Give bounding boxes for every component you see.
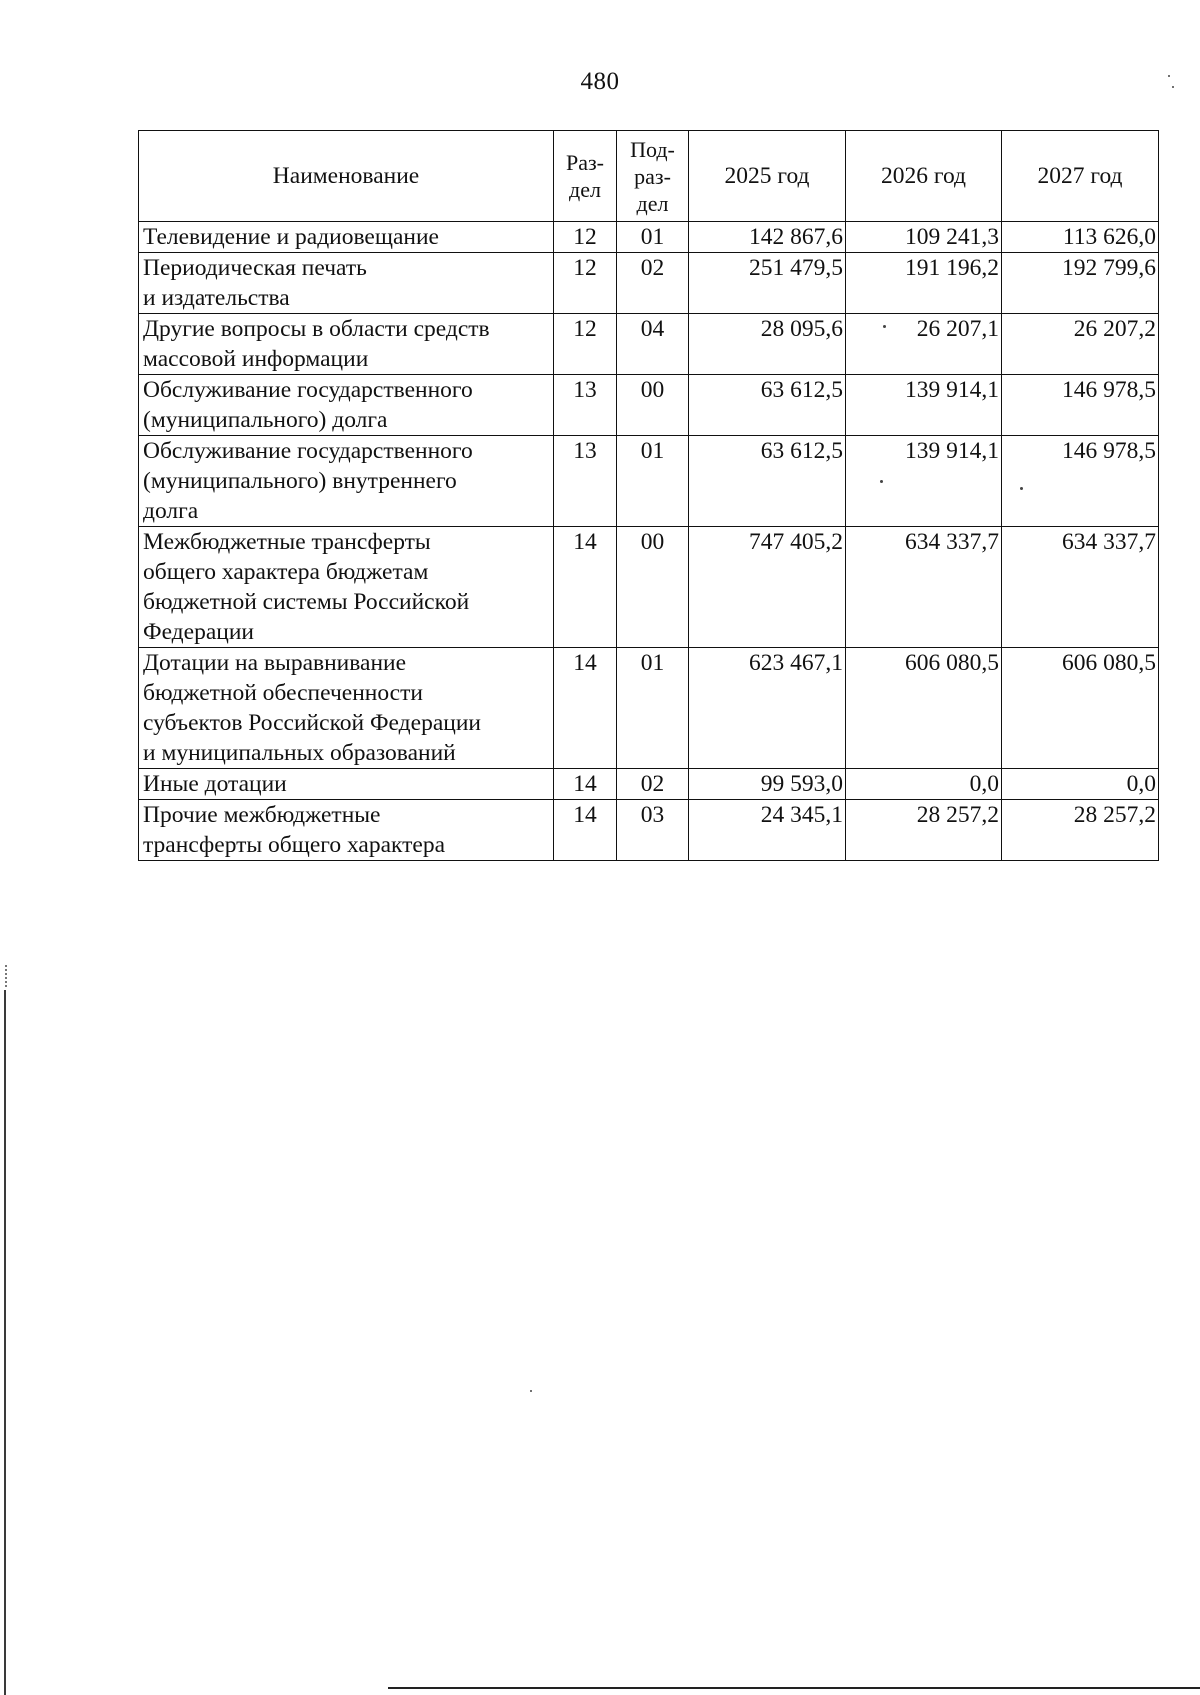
row-subsection: 02 (617, 253, 689, 314)
row-section: 14 (554, 769, 617, 800)
row-subsection: 00 (617, 375, 689, 436)
row-section: 14 (554, 527, 617, 648)
scan-speck (880, 480, 883, 483)
row-name: Другие вопросы в области средств массовой информации (139, 314, 554, 375)
table-row (139, 769, 1159, 800)
row-value-2026: 26 207,1 (846, 314, 1002, 375)
row-name: Телевидение и радиовещание (139, 222, 554, 253)
row-value-2027: 146 978,5 (1002, 436, 1159, 527)
row-value-2026: 606 080,5 (846, 648, 1002, 769)
row-value-2025: 99 593,0 (689, 769, 846, 800)
row-name: Прочие межбюджетные трансферты общего характера (139, 800, 554, 861)
header-2027: 2027 год (1002, 131, 1159, 222)
row-name: Межбюджетные трансферты общего характера бюджетам бюджетной системы Российской Федерации (139, 527, 554, 648)
row-value-2027: 28 257,2 (1002, 800, 1159, 861)
row-value-2025: 63 612,5 (689, 375, 846, 436)
row-section: 14 (554, 648, 617, 769)
row-value-2025: 251 479,5 (689, 253, 846, 314)
row-subsection: 01 (617, 436, 689, 527)
scan-speck (883, 325, 886, 328)
row-subsection: 00 (617, 527, 689, 648)
row-value-2025: 142 867,6 (689, 222, 846, 253)
row-section: 14 (554, 800, 617, 861)
scan-speck (1172, 86, 1174, 88)
row-section: 13 (554, 436, 617, 527)
scan-dotted-mark (5, 965, 8, 987)
row-value-2027: 146 978,5 (1002, 375, 1159, 436)
table-row (139, 648, 1159, 769)
row-value-2026: 191 196,2 (846, 253, 1002, 314)
row-value-2026: 109 241,3 (846, 222, 1002, 253)
row-name: Иные дотации (139, 769, 554, 800)
row-value-2027: 192 799,6 (1002, 253, 1159, 314)
row-value-2026: 634 337,7 (846, 527, 1002, 648)
row-name: Дотации на выравнивание бюджетной обеспеченности субъектов Российской Федерации и муниципальных образований (139, 648, 554, 769)
scan-left-edge-line (4, 990, 6, 1695)
header-2026: 2026 год (846, 131, 1002, 222)
row-name: Обслуживание государственного (муниципального) внутреннего долга (139, 436, 554, 527)
row-value-2025: 24 345,1 (689, 800, 846, 861)
row-section: 13 (554, 375, 617, 436)
row-value-2026: 139 914,1 (846, 375, 1002, 436)
scan-speck (1168, 75, 1170, 77)
row-subsection: 03 (617, 800, 689, 861)
row-value-2025: 28 095,6 (689, 314, 846, 375)
row-name: Периодическая печать и издательства (139, 253, 554, 314)
table-row (139, 436, 1159, 527)
budget-table (138, 130, 1159, 861)
row-value-2027: 0,0 (1002, 769, 1159, 800)
row-section: 12 (554, 314, 617, 375)
row-value-2027: 606 080,5 (1002, 648, 1159, 769)
header-section: Раз- дел (554, 131, 617, 222)
row-value-2026: 0,0 (846, 769, 1002, 800)
table-row (139, 222, 1159, 253)
scan-bottom-edge-line (388, 1687, 1200, 1689)
row-value-2027: 634 337,7 (1002, 527, 1159, 648)
row-value-2027: 113 626,0 (1002, 222, 1159, 253)
row-subsection: 04 (617, 314, 689, 375)
row-value-2025: 63 612,5 (689, 436, 846, 527)
row-section: 12 (554, 222, 617, 253)
header-name: Наименование (139, 131, 554, 222)
row-subsection: 01 (617, 648, 689, 769)
table-row (139, 253, 1159, 314)
header-subsection: Под- раз- дел (617, 131, 689, 222)
row-value-2026: 139 914,1 (846, 436, 1002, 527)
row-subsection: 01 (617, 222, 689, 253)
row-value-2025: 747 405,2 (689, 527, 846, 648)
table-header-row (139, 131, 1159, 222)
scan-speck (530, 1390, 532, 1392)
table-row (139, 375, 1159, 436)
page-number: 480 (580, 68, 620, 95)
table-row (139, 314, 1159, 375)
table-row (139, 527, 1159, 648)
row-value-2027: 26 207,2 (1002, 314, 1159, 375)
table-row (139, 800, 1159, 861)
row-name: Обслуживание государственного (муниципального) долга (139, 375, 554, 436)
row-subsection: 02 (617, 769, 689, 800)
row-section: 12 (554, 253, 617, 314)
row-value-2025: 623 467,1 (689, 648, 846, 769)
scan-speck (1020, 487, 1023, 490)
row-value-2026: 28 257,2 (846, 800, 1002, 861)
header-2025: 2025 год (689, 131, 846, 222)
